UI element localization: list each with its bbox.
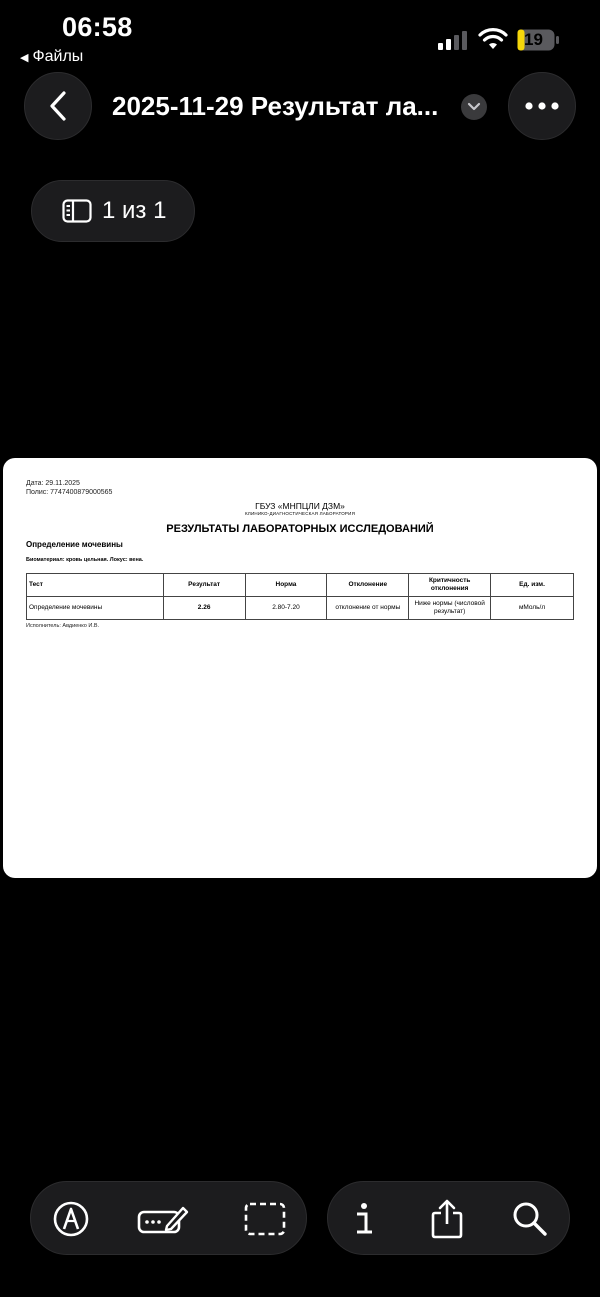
search-icon (512, 1201, 548, 1237)
table-header-row (27, 574, 574, 597)
back-button[interactable] (24, 72, 92, 140)
chevron-left-icon (47, 91, 69, 121)
organization-name: ГБУЗ «МНПЦЛИ ДЗМ» (255, 501, 345, 511)
document-heading: РЕЗУЛЬТАТЫ ЛАБОРАТОРНЫХ ИССЛЕДОВАНИЙ (166, 523, 434, 535)
form-fill-button[interactable] (128, 1182, 198, 1256)
document-policy: Полис: 7747400879000565 (26, 489, 113, 496)
document-page[interactable] (3, 458, 597, 878)
share-icon (430, 1199, 464, 1239)
header-result: Результат (163, 574, 245, 597)
form-fill-icon (137, 1202, 189, 1236)
ellipsis-icon (525, 102, 559, 110)
wifi-icon (478, 27, 508, 51)
header-test: Тест (27, 574, 164, 597)
cell-criticality: Ниже нормы (числовой результат) (409, 597, 491, 620)
table-row (27, 597, 574, 620)
cell-deviation: отклонение от нормы (327, 597, 409, 620)
info-icon (352, 1202, 376, 1236)
biomaterial-note: Биоматериал: кровь цельная. Локус: вена. (26, 557, 144, 563)
document-date: Дата: 29.11.2025 (26, 480, 80, 487)
sidebar-thumbnails-icon (62, 199, 92, 223)
document-toolbar (327, 1181, 570, 1255)
search-button[interactable] (495, 1182, 565, 1256)
cell-unit: мМоль/л (491, 597, 574, 620)
header-unit: Ед. изм. (491, 574, 574, 597)
header-criticality: Критичность отклонения (409, 574, 491, 597)
chevron-down-icon (467, 102, 481, 112)
markup-button[interactable] (36, 1182, 106, 1256)
header-deviation: Отклонение (327, 574, 409, 597)
page-counter-label: 1 из 1 (102, 197, 167, 224)
back-to-app-link[interactable] (20, 48, 83, 66)
page-counter-button[interactable] (31, 180, 195, 242)
select-area-button[interactable] (230, 1182, 300, 1256)
battery-level: 19 (524, 30, 543, 49)
status-time: 06:58 (62, 12, 133, 42)
results-table (26, 573, 574, 620)
title-menu-button[interactable] (461, 94, 487, 120)
cell-test: Определение мочевины (27, 597, 164, 620)
back-app-label: Файлы (32, 48, 84, 65)
markup-toolbar (30, 1181, 307, 1255)
more-button[interactable] (508, 72, 576, 140)
back-triangle-icon: ◀ (20, 51, 29, 64)
document-title[interactable]: 2025-11-29 Результат ла... (112, 91, 439, 121)
section-title: Определение мочевины (26, 540, 123, 549)
cell-norm: 2.80-7.20 (245, 597, 327, 620)
share-button[interactable] (412, 1182, 482, 1256)
document-meta (26, 479, 112, 497)
cell-result: 2.26 (163, 597, 245, 620)
select-area-icon (244, 1202, 286, 1236)
cellular-signal-icon (438, 30, 468, 50)
header-norm: Норма (245, 574, 327, 597)
info-button[interactable] (329, 1182, 399, 1256)
markup-icon (52, 1200, 90, 1238)
laboratory-name: КЛИНИКО-ДИАГНОСТИЧЕСКАЯ ЛАБОРАТОРИЯ (244, 511, 356, 516)
performer-note: Исполнитель: Авдиенко И.В. (26, 623, 100, 629)
battery-indicator (517, 29, 559, 51)
